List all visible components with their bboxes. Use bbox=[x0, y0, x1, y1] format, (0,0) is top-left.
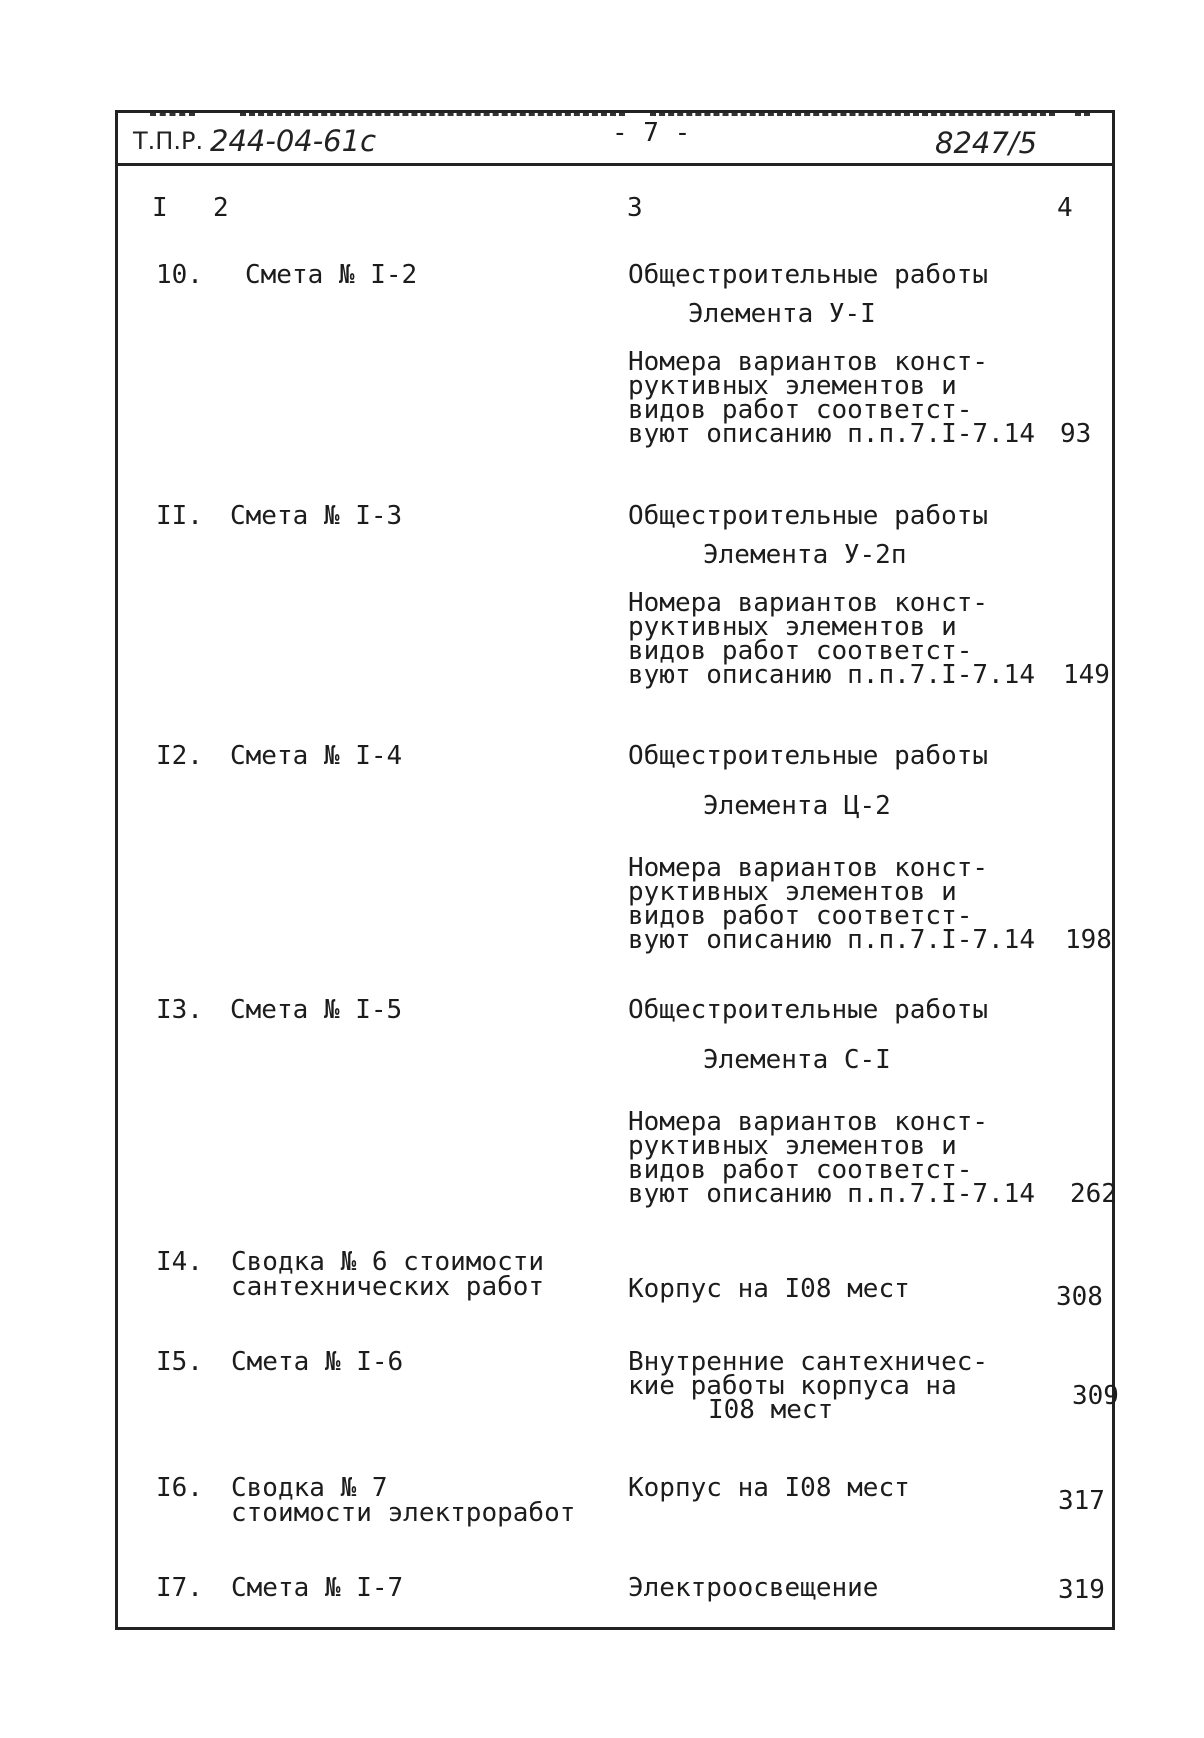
page-reference: 93 bbox=[1060, 419, 1092, 449]
page-reference: 198 bbox=[1065, 925, 1112, 955]
page-reference: 262 bbox=[1070, 1179, 1117, 1209]
row-number: I6. bbox=[156, 1473, 203, 1503]
work-title: Общестроительные работы bbox=[628, 741, 989, 771]
element-name: Элемента С-I bbox=[703, 1045, 891, 1075]
description-line: I08 мест bbox=[708, 1395, 834, 1425]
column-divider-dashes bbox=[150, 113, 195, 116]
row-number: I3. bbox=[156, 995, 203, 1025]
description-line: руктивных элементов и bbox=[628, 1131, 957, 1161]
page-reference: 319 bbox=[1058, 1575, 1105, 1605]
description-line: Корпус на I08 мест bbox=[628, 1274, 910, 1304]
document-code: 8247/5 bbox=[935, 126, 1038, 160]
row-number: I2. bbox=[156, 741, 203, 771]
description-line: вуют описанию п.п.7.I-7.14 bbox=[628, 925, 1035, 955]
estimate-name: Смета № I-3 bbox=[230, 501, 403, 531]
page-reference: 309 bbox=[1072, 1381, 1119, 1411]
column-1-label: I bbox=[152, 193, 168, 223]
estimate-name: Сводка № 6 стоимости bbox=[231, 1247, 545, 1277]
description-line: вуют описанию п.п.7.I-7.14 bbox=[628, 1179, 1035, 1209]
description-line: Внутренние сантехничес- bbox=[628, 1347, 989, 1377]
column-3-label: 3 bbox=[627, 193, 643, 223]
description-line: Номера вариантов конст- bbox=[628, 1107, 989, 1137]
page-reference: 149 bbox=[1063, 660, 1110, 690]
row-number: 10. bbox=[156, 260, 203, 290]
description-line: Электроосвещение bbox=[628, 1573, 879, 1603]
work-title: Общестроительные работы bbox=[628, 501, 989, 531]
work-title: Общестроительные работы bbox=[628, 260, 989, 290]
estimate-name: Смета № I-5 bbox=[230, 995, 403, 1025]
column-4-label: 4 bbox=[1057, 193, 1073, 223]
estimate-name: Смета № I-7 bbox=[231, 1573, 404, 1603]
row-number: I7. bbox=[156, 1573, 203, 1603]
description-line: руктивных элементов и bbox=[628, 877, 957, 907]
series-label: Т.П.Р. bbox=[133, 127, 204, 155]
element-name: Элемента У-2п bbox=[703, 540, 907, 570]
description-line: вуют описанию п.п.7.I-7.14 bbox=[628, 419, 1035, 449]
description-line: видов работ соответст- bbox=[628, 901, 973, 931]
estimate-name: Сводка № 7 bbox=[231, 1473, 388, 1503]
estimate-name: Смета № I-2 bbox=[245, 260, 418, 290]
description-line: руктивных элементов и bbox=[628, 371, 957, 401]
column-divider-dashes bbox=[1075, 113, 1090, 116]
row-number: II. bbox=[156, 501, 203, 531]
column-divider-dashes bbox=[240, 113, 625, 116]
estimate-name: Смета № I-4 bbox=[230, 741, 403, 771]
page-reference: 308 bbox=[1056, 1282, 1103, 1312]
description-line: видов работ соответст- bbox=[628, 395, 973, 425]
row-number: I5. bbox=[156, 1347, 203, 1377]
description-line: кие работы корпуса на bbox=[628, 1371, 957, 1401]
project-number: 244-04-61с bbox=[210, 124, 377, 158]
column-2-label: 2 bbox=[213, 193, 229, 223]
description-line: Корпус на I08 мест bbox=[628, 1473, 910, 1503]
description-line: Номера вариантов конст- bbox=[628, 588, 989, 618]
element-name: Элемента Ц-2 bbox=[703, 791, 891, 821]
estimate-name: сантехнических работ bbox=[231, 1272, 545, 1302]
row-number: I4. bbox=[156, 1247, 203, 1277]
description-line: Номера вариантов конст- bbox=[628, 347, 989, 377]
column-divider-dashes bbox=[650, 113, 1055, 116]
estimate-name: Смета № I-6 bbox=[231, 1347, 404, 1377]
page-number: - 7 - bbox=[612, 118, 691, 148]
work-title: Общестроительные работы bbox=[628, 995, 989, 1025]
header-divider bbox=[118, 163, 1112, 166]
element-name: Элемента У-I bbox=[688, 299, 876, 329]
description-line: видов работ соответст- bbox=[628, 636, 973, 666]
estimate-name: стоимости электроработ bbox=[231, 1498, 576, 1528]
description-line: вуют описанию п.п.7.I-7.14 bbox=[628, 660, 1035, 690]
page-reference: 317 bbox=[1058, 1486, 1105, 1516]
description-line: руктивных элементов и bbox=[628, 612, 957, 642]
description-line: Номера вариантов конст- bbox=[628, 853, 989, 883]
description-line: видов работ соответст- bbox=[628, 1155, 973, 1185]
